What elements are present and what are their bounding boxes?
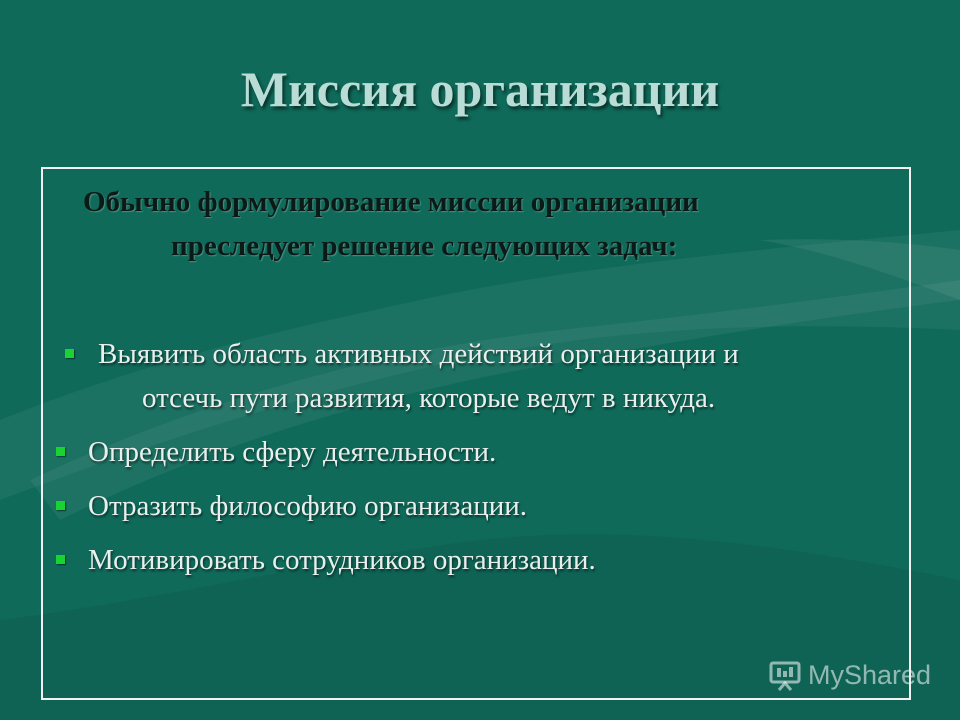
- intro-line-1: Обычно формулирование миссии организации: [83, 186, 699, 218]
- bullet-square-icon: [56, 555, 65, 564]
- intro-text: [83, 180, 883, 268]
- presentation-icon: [768, 658, 802, 692]
- list-item: [54, 538, 904, 582]
- bullet-square-icon: [56, 501, 65, 510]
- bullet-square-icon: [65, 349, 74, 358]
- list-item: [54, 332, 904, 420]
- watermark: [768, 657, 931, 693]
- list-item: [54, 430, 904, 474]
- bullet-square-icon: [56, 447, 65, 456]
- watermark-text: MyShared: [808, 659, 932, 690]
- list-item-text: Мотивировать сотрудников организации.: [88, 544, 596, 576]
- list-item: [54, 484, 904, 528]
- page-title: Миссия организации: [240, 61, 720, 117]
- list-item-text: Определить сферу деятельности.: [88, 436, 497, 468]
- task-list: [54, 332, 904, 592]
- list-item-text: Отразить философию организации.: [88, 490, 528, 522]
- list-item-line-2: отсечь пути развития, которые ведут в никуда.: [142, 382, 716, 414]
- intro-line-2: преследует решение следующих задач:: [171, 230, 678, 262]
- list-item-line-1: Выявить область активных действий организации и: [98, 338, 739, 370]
